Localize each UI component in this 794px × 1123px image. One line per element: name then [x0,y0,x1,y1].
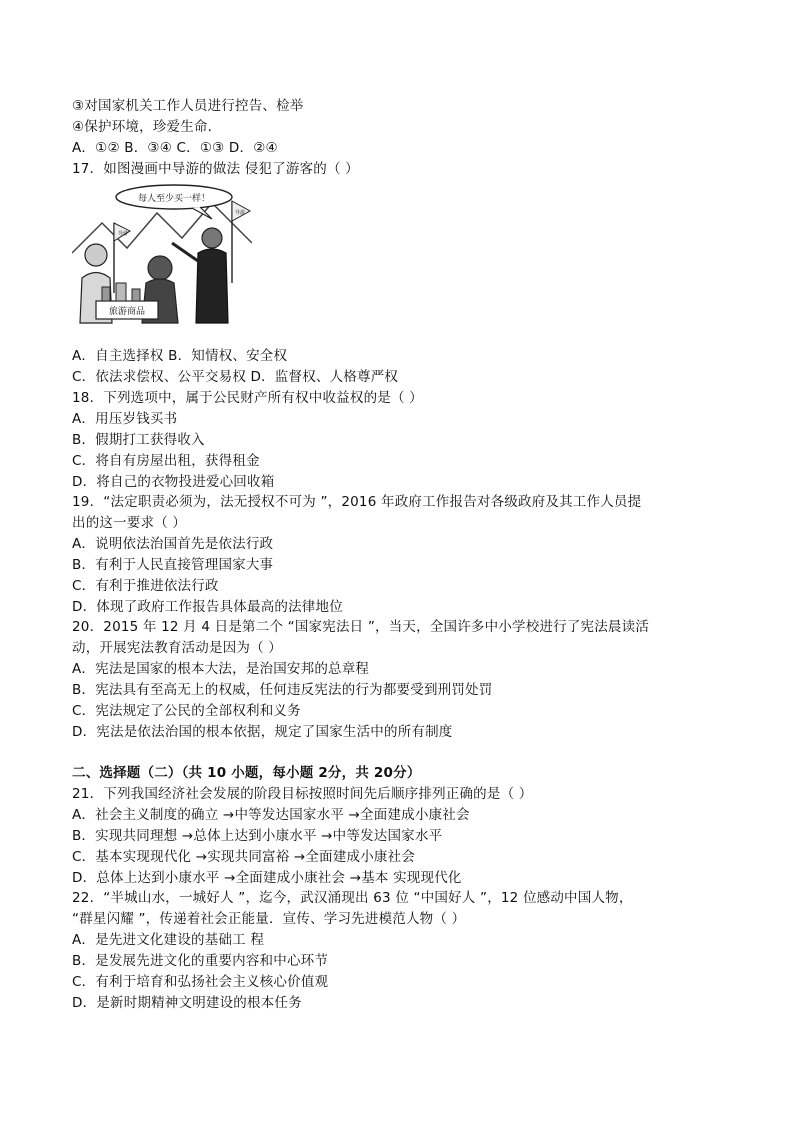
q17-option-ab: A．自主选择权 B．知情权、安全权 [72,348,288,364]
q20-option-a: A．宪法是国家的根本大法，是治国安邦的总章程 [72,661,370,677]
section-heading-2: 二、选择题（二）（共 10 小题，每小题 2分，共 20分） [72,765,421,781]
q18-option-c: C．将自有房屋出租，获得租金 [72,453,260,469]
flag-right-text: 导游 [235,210,246,216]
question-22-line1: 22．“半城山水，一城好人 ”，迄今，武汉涌现出 63 位 “中国好人 ”，12 位感动中国人物， [72,890,633,906]
q19-option-b: B．有利于人民直接管理国家大事 [72,557,274,573]
q22-option-a: A．是先进文化建设的基础工 程 [72,932,265,948]
q19-option-a: A．说明依法治国首先是依法行政 [72,536,274,552]
q22-option-b: B．是发展先进文化的重要内容和中心环节 [72,953,329,969]
q18-option-b: B．假期打工获得收入 [72,432,205,448]
speech-bubble-text: 每人至少买一样！ [137,194,211,204]
question-19-line2: 出的这一要求（ ） [72,515,187,531]
q22-option-c: C．有利于培育和弘扬社会主义核心价值观 [72,974,329,990]
q21-option-c: C．基本实现现代化 →实现共同富裕 →全面建成小康社会 [72,849,416,865]
cartoon-illustration [72,183,252,330]
q18-option-d: D．将自己的衣物投进爱心回收箱 [72,474,275,490]
option-line-4: ④保护环境，珍爱生命． [72,119,222,135]
q22-option-d: D．是新时期精神文明建设的根本任务 [72,995,302,1011]
question-20-line1: 20．2015 年 12 月 4 日是第二个 “国家宪法日 ”，当天，全国许多中小学校进行了宪法晨读活 [72,619,650,635]
question-20-line2: 动，开展宪法教育活动是因为（ ） [72,640,282,656]
question-19-line1: 19．“法定职责必须为，法无授权不可为 ”，2016 年政府工作报告对各级政府及其工作人员提 [72,494,642,510]
stall-sign-text: 旅游商品 [108,307,146,317]
q20-option-d: D．宪法是依法治国的根本依据，规定了国家生活中的所有制度 [72,724,453,740]
q18-option-a: A．用压岁钱买书 [72,411,178,427]
q20-option-b: B．宪法具有至高无上的权威，任何违反宪法的行为都要受到刑罚处罚 [72,682,493,698]
q21-option-d: D．总体上达到小康水平 →全面建成小康社会 →基本 实现现代化 [72,870,462,886]
q21-option-a: A．社会主义制度的确立 →中等发达国家水平 →全面建成小康社会 [72,807,470,823]
question-18: 18．下列选项中，属于公民财产所有权中收益权的是（ ） [72,390,423,406]
question-17: 17．如图漫画中导游的做法 侵犯了游客的（ ） [72,161,359,177]
q17-option-cd: C．依法求偿权、公平交易权 D．监督权、人格尊严权 [72,369,399,385]
option-line-3: ③对国家机关工作人员进行控告、检举 [72,98,304,114]
answer-choices-16: A．①② B．③④ C．①③ D．②④ [72,140,278,156]
question-21: 21．下列我国经济社会发展的阶段目标按照时间先后顺序排列正确的是（ ） [72,786,533,802]
question-22-line2: “群星闪耀 ”，传递着社会正能量．宣传、学习先进模范人物（ ） [72,911,466,927]
q19-option-c: C．有利于推进依法行政 [72,578,219,594]
flag-left-text: 导游 [118,231,129,237]
q19-option-d: D．体现了政府工作报告具体最高的法律地位 [72,599,343,615]
q20-option-c: C．宪法规定了公民的全部权利和义务 [72,703,301,719]
q21-option-b: B．实现共同理想 →总体上达到小康水平 →中等发达国家水平 [72,828,443,844]
